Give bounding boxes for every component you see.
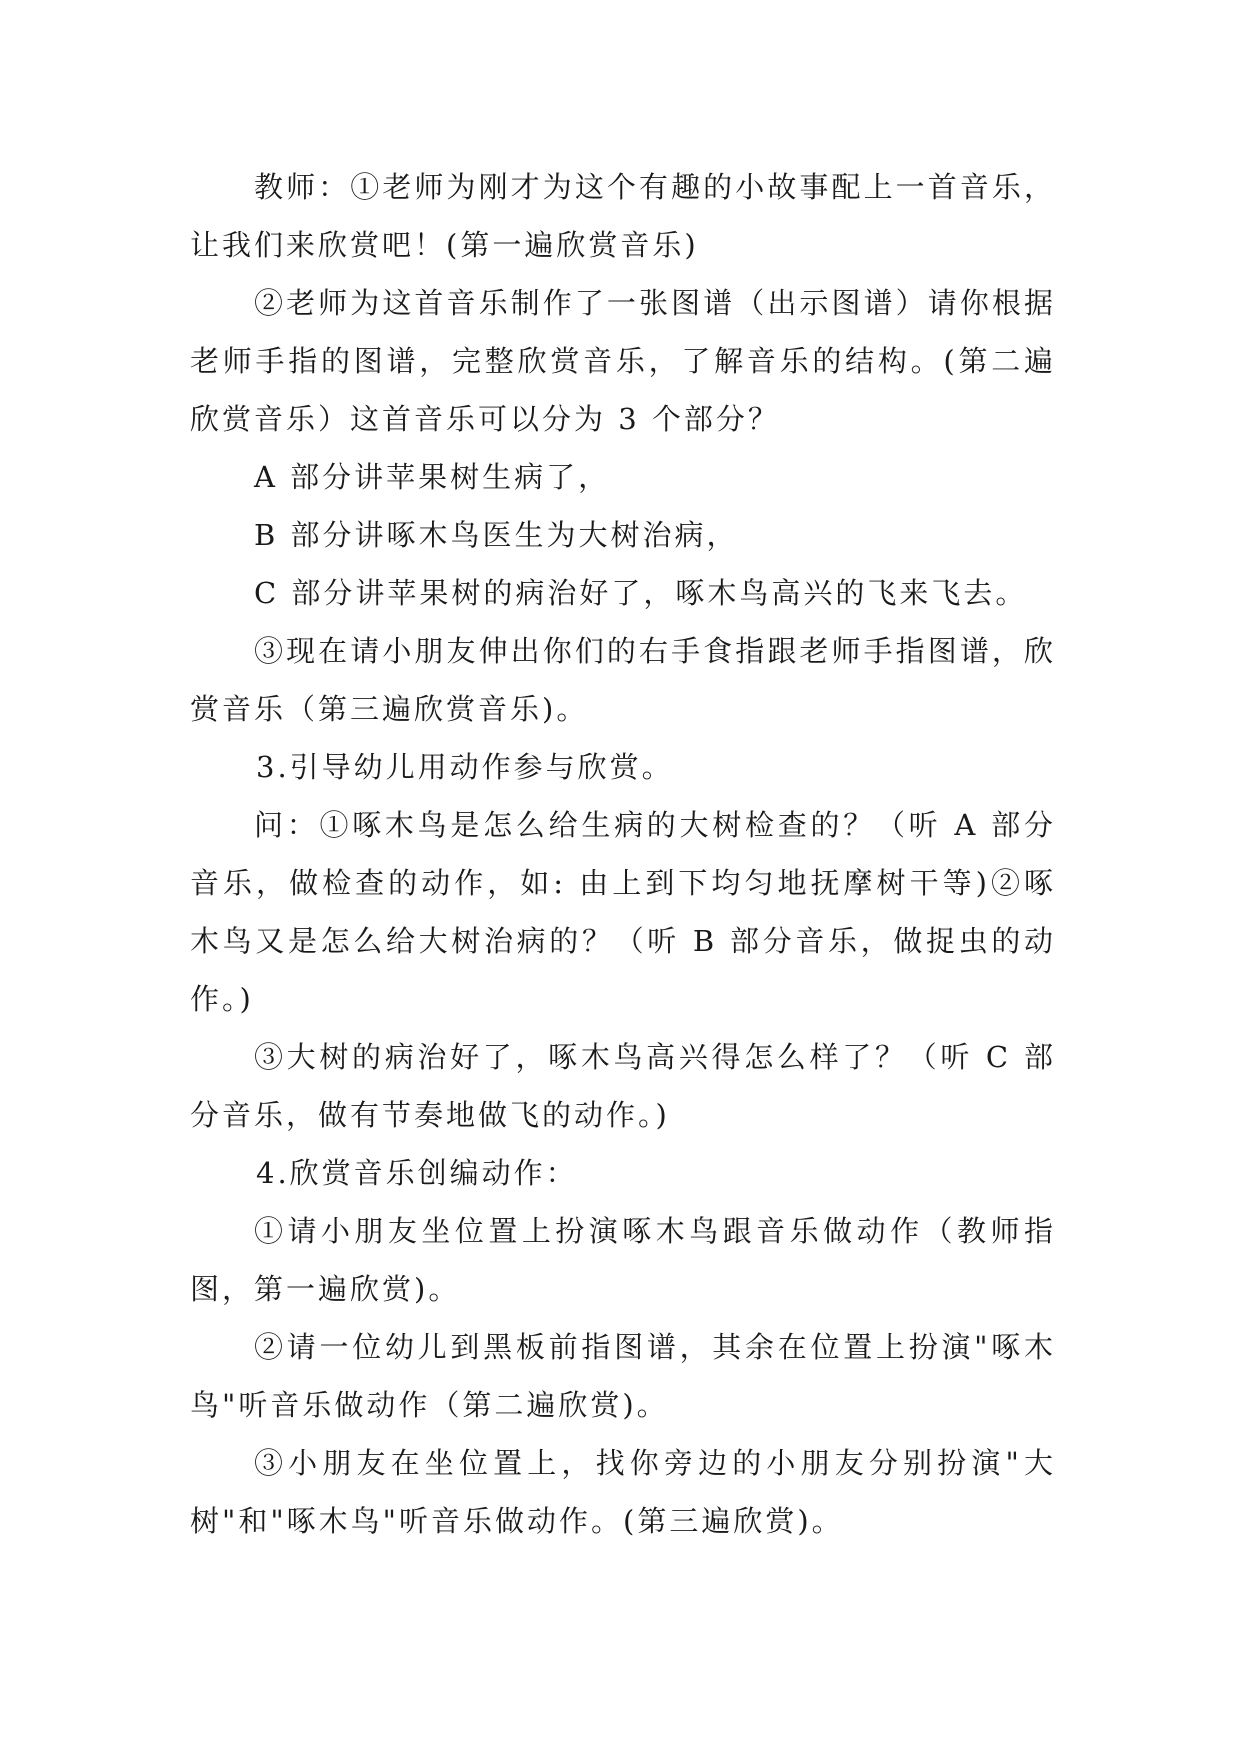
paragraph-questions: 问：①啄木鸟是怎么给生病的大树检查的？（听 A 部分音乐，做检查的动作，如: 由上到下均匀地抚摩树干等)②啄木鸟又是怎么给大树治病的？（听 B 部分音乐，做捉虫的动作。) — [190, 808, 1056, 1016]
section-heading-4: 4.欣赏音乐创编动作： — [256, 1156, 578, 1190]
paragraph-score-intro: ②老师为这首音乐制作了一张图谱（出示图谱）请你根据老师手指的图谱，完整欣赏音乐，了解音乐的结构。(第二遍欣赏音乐）这首音乐可以分为 3 个部分？ — [190, 286, 1056, 436]
paragraph-part-a: A 部分讲苹果树生病了， — [254, 460, 611, 494]
paragraph-first-enjoy: ①请小朋友坐位置上扮演啄木鸟跟音乐做动作（教师指图，第一遍欣赏)。 — [190, 1214, 1056, 1306]
paragraph-second-enjoy: ②请一位幼儿到黑板前指图谱，其余在位置上扮演"啄木鸟"听音乐做动作（第二遍欣赏)。 — [190, 1330, 1056, 1422]
paragraph-third-enjoy: ③小朋友在坐位置上，找你旁边的小朋友分别扮演"大树"和"啄木鸟"听音乐做动作。(第三遍欣赏)。 — [190, 1446, 1056, 1538]
paragraph-tree-healed: ③大树的病治好了，啄木鸟高兴得怎么样了？（听 C 部分音乐，做有节奏地做飞的动作。) — [190, 1040, 1056, 1132]
paragraph-teacher-intro: 教师：①老师为刚才为这个有趣的小故事配上一首音乐，让我们来欣赏吧！(第一遍欣赏音乐) — [190, 170, 1056, 262]
section-heading-3: 3.引导幼儿用动作参与欣赏。 — [256, 750, 674, 784]
document-body — [190, 158, 1056, 1550]
paragraph-part-b: B 部分讲啄木鸟医生为大树治病， — [254, 518, 739, 552]
paragraph-third-listen: ③现在请小朋友伸出你们的右手食指跟老师手指图谱，欣赏音乐（第三遍欣赏音乐)。 — [190, 634, 1056, 726]
paragraph-part-c: C 部分讲苹果树的病治好了，啄木鸟高兴的飞来飞去。 — [254, 576, 1028, 610]
